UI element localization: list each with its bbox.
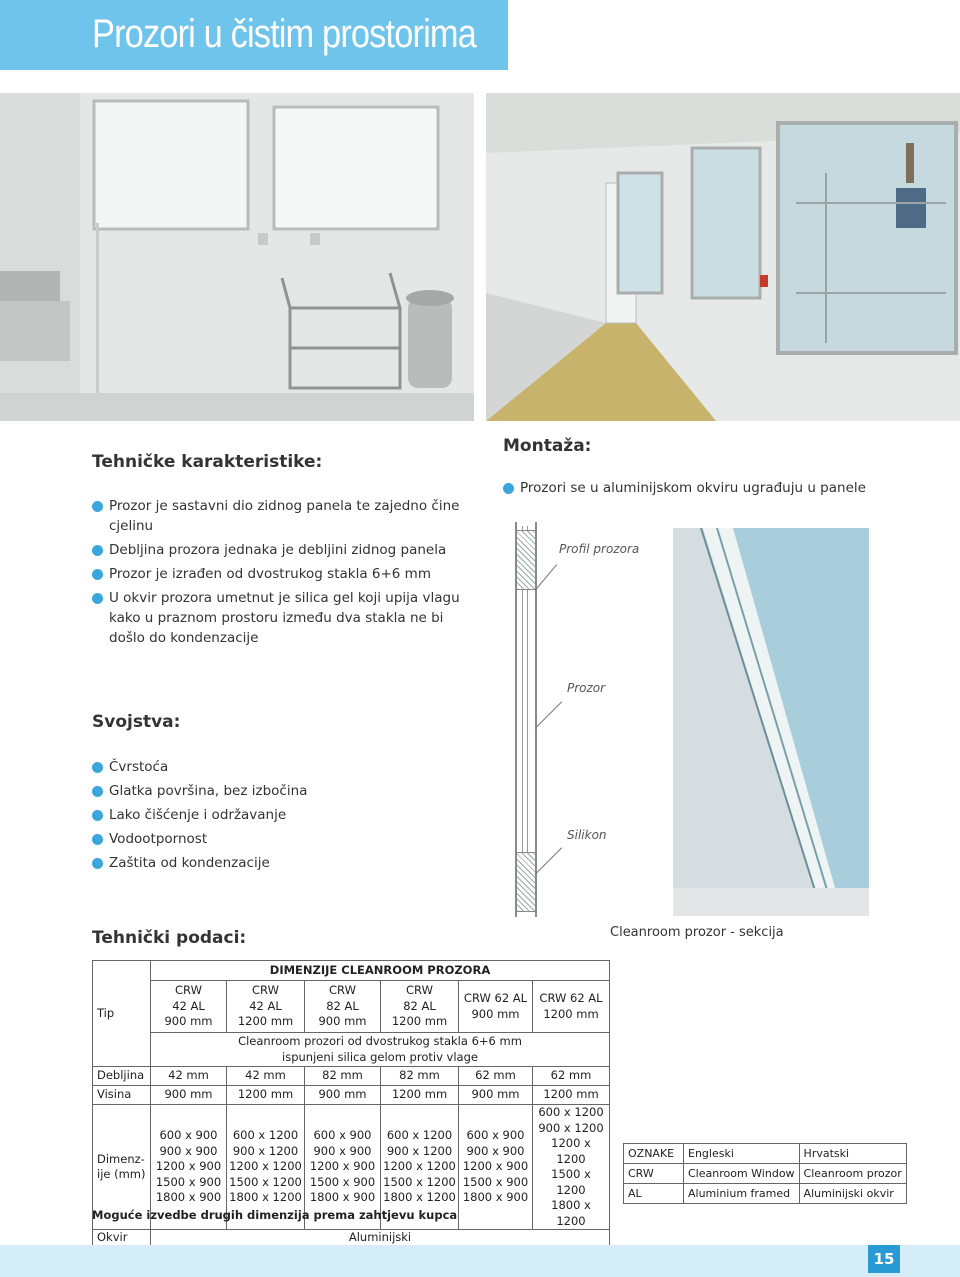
visina-cell: 1200 mm [533, 1086, 610, 1105]
dimenzije-cell: 600 x 1200 900 x 1200 1200 x 1200 1500 x 1200 1800 x 1200 [227, 1105, 305, 1230]
svojstva-item: Glatka površina, bez izbočina [92, 779, 472, 803]
label-silikon: Silikon [567, 828, 607, 842]
label-prozor: Prozor [567, 681, 606, 695]
tech-item: Prozor je izrađen od dvostrukog stakla 6+6 mm [92, 562, 472, 586]
visina-cell: 1200 mm [227, 1086, 305, 1105]
legend-cell: CRW [624, 1164, 684, 1184]
legend-cell: OZNAKE [624, 1144, 684, 1164]
dimenzije-cell: 600 x 900 900 x 900 1200 x 900 1500 x 900 1800 x 900 [305, 1105, 381, 1230]
visina-cell: 900 mm [305, 1086, 381, 1105]
diagram-caption: Cleanroom prozor - sekcija [610, 925, 784, 940]
tip-label: Tip [93, 961, 151, 1067]
dimenzije-cell: 600 x 1200 900 x 1200 1200 x 1200 1500 x 1200 1800 x 1200 [381, 1105, 459, 1230]
montaza-item: Prozori se u aluminijskom okviru ugrađuju u panele [503, 476, 923, 500]
visina-cell: 900 mm [459, 1086, 533, 1105]
profil-leader-line [535, 564, 558, 591]
svojstva-item: Čvrstoća [92, 755, 472, 779]
type-cell: CRW 82 AL 900 mm [305, 981, 381, 1033]
dimenzije-cell: 600 x 900 900 x 900 1200 x 900 1500 x 900 1800 x 900 [151, 1105, 227, 1230]
cleanroom-photo-left [0, 93, 474, 421]
page-title: Prozori u čistim prostorima [92, 12, 476, 56]
tech-item: Debljina prozora jednaka je debljini zidnog panela [92, 538, 472, 562]
description-cell: Cleanroom prozori od dvostrukog stakla 6+6 mm ispunjeni silica gelom protiv vlage [151, 1033, 610, 1067]
visina-label: Visina [93, 1086, 151, 1105]
dimenzije-label: Dimenz- ije (mm) [93, 1105, 151, 1230]
prozor-leader-line [535, 701, 563, 729]
debljina-cell: 42 mm [151, 1067, 227, 1086]
type-cell: CRW 62 AL 1200 mm [533, 981, 610, 1033]
type-cell: CRW 42 AL 1200 mm [227, 981, 305, 1033]
profile-bottom-cap [516, 852, 536, 912]
debljina-cell: 42 mm [227, 1067, 305, 1086]
window-corner-photo [673, 528, 869, 916]
window-section-diagram [505, 522, 640, 917]
legend-cell: Aluminijski okvir [799, 1184, 906, 1204]
debljina-label: Debljina [93, 1067, 151, 1086]
tech-heading: Tehničke karakteristike: [92, 452, 323, 472]
debljina-cell: 82 mm [305, 1067, 381, 1086]
legend-cell: Cleanroom prozor [799, 1164, 906, 1184]
type-cell: CRW 42 AL 900 mm [151, 981, 227, 1033]
debljina-cell: 62 mm [459, 1067, 533, 1086]
dimensions-table [92, 960, 610, 1247]
legend-table [623, 1143, 907, 1204]
table-note: Moguće izvedbe drugih dimenzija prema zahtjevu kupca [92, 1208, 458, 1222]
visina-cell: 1200 mm [381, 1086, 459, 1105]
tech-item: Prozor je sastavni dio zidnog panela te zajedno čine cjelinu [92, 496, 472, 536]
svojstva-item: Vodootpornost [92, 827, 472, 851]
tech-list [92, 494, 472, 650]
type-cell: CRW 82 AL 1200 mm [381, 981, 459, 1033]
legend-cell: Hrvatski [799, 1144, 906, 1164]
legend-cell: Cleanroom Window [684, 1164, 800, 1184]
dimenzije-cell: 600 x 900 900 x 900 1200 x 900 1500 x 900 1800 x 900 [459, 1105, 533, 1230]
podaci-heading: Tehnički podaci: [92, 928, 247, 948]
debljina-cell: 62 mm [533, 1067, 610, 1086]
page-number-badge: 15 [868, 1245, 900, 1273]
page-footer [0, 1245, 960, 1277]
montaza-heading: Montaža: [503, 436, 592, 456]
tech-item: U okvir prozora umetnut je silica gel koji upija vlagu kako u praznom prostoru između dva stakla ne bi došlo do kondenzacije [92, 588, 472, 648]
okvir-label: Okvir [93, 1230, 151, 1247]
svojstva-list [92, 755, 472, 875]
svojstva-item: Zaštita od kondenzacije [92, 851, 472, 875]
cleanroom-photo-right [486, 93, 960, 421]
debljina-cell: 82 mm [381, 1067, 459, 1086]
label-profil: Profil prozora [559, 542, 640, 556]
montaza-list [503, 476, 923, 500]
type-cell: CRW 62 AL 900 mm [459, 981, 533, 1033]
visina-cell: 900 mm [151, 1086, 227, 1105]
okvir-cell: Aluminijski [151, 1230, 610, 1247]
silikon-leader-line [535, 847, 563, 875]
svojstva-heading: Svojstva: [92, 712, 181, 732]
profile-top-cap [516, 530, 536, 590]
legend-cell: Aluminium framed [684, 1184, 800, 1204]
title-banner [0, 0, 508, 70]
legend-cell: Engleski [684, 1144, 800, 1164]
legend-cell: AL [624, 1184, 684, 1204]
svojstva-item: Lako čišćenje i održavanje [92, 803, 472, 827]
dimenzije-cell: 600 x 1200 900 x 1200 1200 x 1200 1500 x 1200 1800 x 1200 [533, 1105, 610, 1230]
table-title: DIMENZIJE CLEANROOM PROZORA [151, 961, 610, 981]
